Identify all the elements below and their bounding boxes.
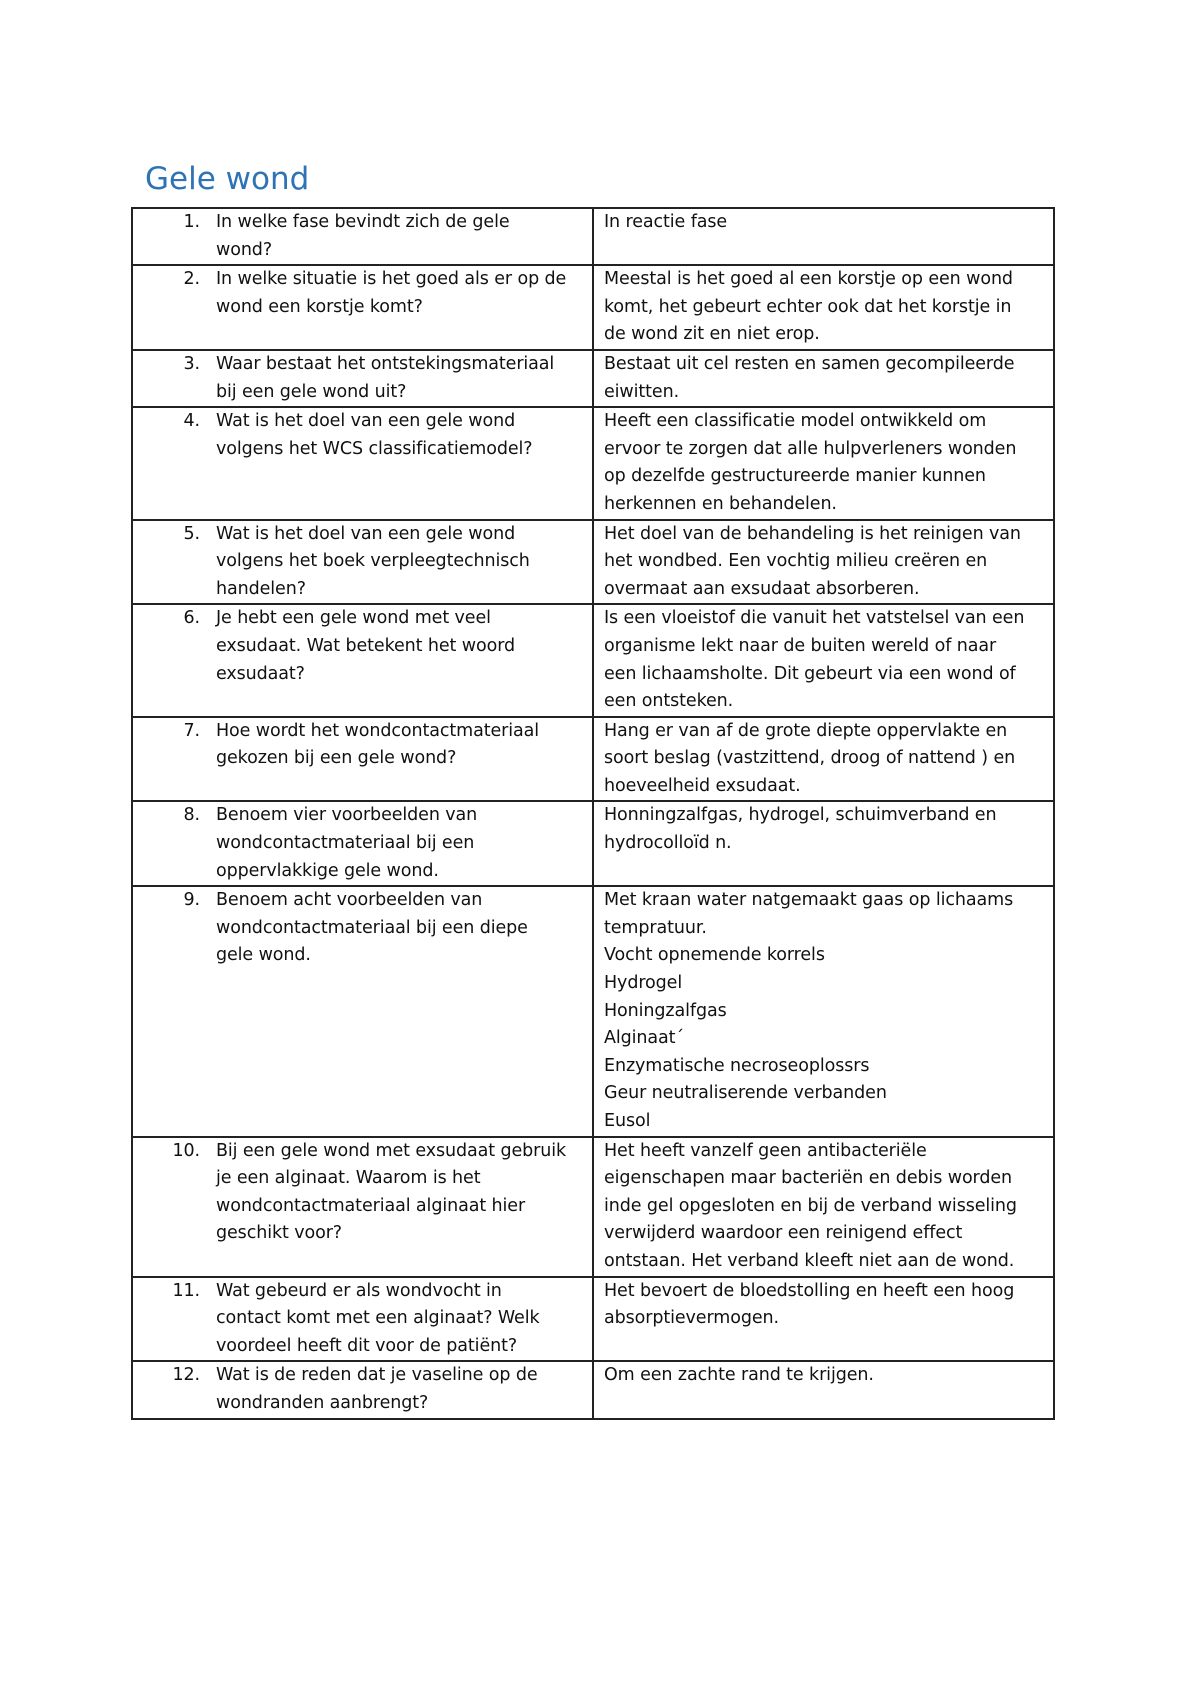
answer-text-line: Honningzalfgas, hydrogel, schuimverband en xyxy=(604,805,997,826)
answer-text-line: Alginaat´ xyxy=(604,1028,685,1049)
answer-text-line: Om een zachte rand te krijgen. xyxy=(604,1365,874,1386)
answer-text-line: Geur neutraliserende verbanden xyxy=(604,1083,887,1104)
question-text-line: Wat gebeurd er als wondvocht in xyxy=(216,1280,502,1301)
answer-text-line: Het doel van de behandeling is het reinigen van xyxy=(604,523,1021,544)
question-text-line: handelen? xyxy=(216,578,306,599)
question-text-line: contact komt met een alginaat? Welk xyxy=(216,1308,540,1329)
question-text-line: wond een korstje komt? xyxy=(216,296,423,317)
question-text-line: gele wond. xyxy=(216,945,311,966)
question-text-line: Bij een gele wond met exsudaat gebruik xyxy=(216,1140,567,1161)
answer-text-line: hydrocolloïd n. xyxy=(604,833,732,854)
answer-text-line: eigenschapen maar bacteriën en debis worden xyxy=(604,1168,1013,1189)
answer-text-line: Eusol xyxy=(604,1111,651,1131)
answer-cell xyxy=(593,208,1054,265)
answer-text-line: Bestaat uit cel resten en samen gecompileerde xyxy=(604,353,1015,374)
table-row xyxy=(132,265,1054,350)
question-text-line: oppervlakkige gele wond. xyxy=(216,860,439,881)
question-cell xyxy=(132,1137,593,1277)
question-number: 10. xyxy=(172,1140,200,1161)
question-text-line: Wat is het doel van een gele wond xyxy=(216,411,516,432)
answer-text-line: verwijderd waardoor een reinigend effect xyxy=(604,1223,963,1244)
question-text-line: bij een gele wond uit? xyxy=(216,381,407,402)
answer-text-line: komt, het gebeurt echter ook dat het korstje in xyxy=(604,296,1012,317)
answer-text-line: Honingzalfgas xyxy=(604,1000,727,1021)
question-text-line: Wat is de reden dat je vaseline op de xyxy=(216,1365,538,1386)
question-number: 9. xyxy=(183,890,200,911)
answer-cell xyxy=(593,1361,1054,1418)
answer-text-line: op dezelfde gestructureerde manier kunnen xyxy=(604,466,986,487)
question-cell xyxy=(132,208,593,265)
table-row xyxy=(132,717,1054,802)
answer-text-line: Vocht opnemende korrels xyxy=(604,945,825,966)
question-cell xyxy=(132,886,593,1136)
answer-cell xyxy=(593,350,1054,407)
answer-text-line: ervoor te zorgen dat alle hulpverleners wonden xyxy=(604,438,1017,459)
answer-text-line: Hydrogel xyxy=(604,973,683,994)
question-cell xyxy=(132,520,593,605)
question-text-line: wondcontactmateriaal bij een xyxy=(216,833,475,854)
table-row xyxy=(132,1361,1054,1418)
question-cell xyxy=(132,265,593,350)
table-row xyxy=(132,1277,1054,1362)
answer-cell xyxy=(593,604,1054,716)
question-cell xyxy=(132,1277,593,1362)
answer-text-line: een lichaamsholte. Dit gebeurt via een wond of xyxy=(604,663,1016,684)
answer-text-line: Het heeft vanzelf geen antibacteriële xyxy=(604,1140,927,1161)
question-text-line: exsudaat. Wat betekent het woord xyxy=(216,635,515,656)
question-text-line: je een alginaat. Waarom is het xyxy=(216,1168,481,1189)
question-text-line: volgens het WCS classificatiemodel? xyxy=(216,438,533,459)
answer-text-line: herkennen en behandelen. xyxy=(604,493,837,514)
table-row xyxy=(132,208,1054,265)
answer-cell xyxy=(593,886,1054,1136)
table-row xyxy=(132,801,1054,886)
question-text-line: Hoe wordt het wondcontactmateriaal xyxy=(216,720,539,741)
answer-cell xyxy=(593,1137,1054,1277)
answer-text-line: de wond zit en niet erop. xyxy=(604,324,820,345)
table-row xyxy=(132,886,1054,1136)
question-text-line: exsudaat? xyxy=(216,663,305,684)
answer-text-line: soort beslag (vastzittend, droog of nattend ) en xyxy=(604,748,1016,769)
question-cell xyxy=(132,350,593,407)
answer-text-line: ontstaan. Het verband kleeft niet aan de wond. xyxy=(604,1250,1015,1271)
question-cell xyxy=(132,1361,593,1418)
answer-text-line: Enzymatische necroseoplossrs xyxy=(604,1055,870,1076)
table-row xyxy=(132,407,1054,519)
answer-text-line: tempratuur. xyxy=(604,917,707,938)
question-text-line: wondcontactmateriaal alginaat hier xyxy=(216,1195,526,1216)
question-text-line: volgens het boek verpleegtechnisch xyxy=(216,551,530,572)
question-number: 6. xyxy=(183,608,200,629)
table-row xyxy=(132,1137,1054,1277)
qa-table-body xyxy=(132,208,1054,1419)
answer-text-line: Hang er van af de grote diepte oppervlakte en xyxy=(604,720,1008,741)
question-text-line: Je hebt een gele wond met veel xyxy=(216,608,491,629)
answer-text-line: In reactie fase xyxy=(604,212,728,232)
question-number: 5. xyxy=(183,523,200,544)
qa-table xyxy=(131,207,1055,1420)
answer-text-line: organisme lekt naar de buiten wereld of naar xyxy=(604,635,997,656)
answer-text-line: hoeveelheid exsudaat. xyxy=(604,775,801,796)
question-text-line: wond? xyxy=(216,239,273,260)
question-text-line: gekozen bij een gele wond? xyxy=(216,748,457,769)
question-text-line: geschikt voor? xyxy=(216,1223,342,1244)
answer-cell xyxy=(593,717,1054,802)
question-cell xyxy=(132,604,593,716)
answer-text-line: inde gel opgesloten en bij de verband wisseling xyxy=(604,1195,1017,1216)
answer-text-line: eiwitten. xyxy=(604,381,680,402)
answer-text-line: het wondbed. Een vochtig milieu creëren en xyxy=(604,551,988,572)
answer-text-line: Meestal is het goed al een korstje op een wond xyxy=(604,269,1013,290)
question-text-line: Benoem vier voorbeelden van xyxy=(216,805,478,826)
document-title: Gele wond xyxy=(145,161,310,197)
question-text-line: Wat is het doel van een gele wond xyxy=(216,523,516,544)
table-row xyxy=(132,520,1054,605)
question-number: 12. xyxy=(172,1365,200,1386)
answer-text-line: Heeft een classificatie model ontwikkeld om xyxy=(604,411,987,432)
question-number: 2. xyxy=(183,269,200,290)
question-text-line: wondranden aanbrengt? xyxy=(216,1392,429,1413)
answer-cell xyxy=(593,801,1054,886)
question-text-line: voordeel heeft dit voor de patiënt? xyxy=(216,1335,518,1356)
question-text-line: Benoem acht voorbeelden van xyxy=(216,890,483,911)
answer-text-line: overmaat aan exsudaat absorberen. xyxy=(604,578,920,599)
table-row xyxy=(132,604,1054,716)
answer-text-line: Met kraan water natgemaakt gaas op lichaams xyxy=(604,890,1014,911)
answer-cell xyxy=(593,1277,1054,1362)
question-text-line: Waar bestaat het ontstekingsmateriaal xyxy=(216,353,555,374)
answer-text-line: een ontsteken. xyxy=(604,691,734,712)
table-row xyxy=(132,350,1054,407)
question-number: 11. xyxy=(172,1280,200,1301)
answer-cell xyxy=(593,520,1054,605)
question-cell xyxy=(132,801,593,886)
answer-cell xyxy=(593,265,1054,350)
question-text-line: wondcontactmateriaal bij een diepe xyxy=(216,917,528,938)
question-cell xyxy=(132,717,593,802)
answer-text-line: Het bevoert de bloedstolling en heeft een hoog xyxy=(604,1280,1015,1301)
answer-text-line: absorptievermogen. xyxy=(604,1308,779,1329)
question-cell xyxy=(132,407,593,519)
question-number: 8. xyxy=(183,805,200,826)
question-number: 1. xyxy=(183,212,200,232)
answer-text-line: Is een vloeistof die vanuit het vatstelsel van een xyxy=(604,608,1025,629)
answer-cell xyxy=(593,407,1054,519)
question-number: 4. xyxy=(183,411,200,432)
question-number: 3. xyxy=(183,353,200,374)
question-number: 7. xyxy=(183,720,200,741)
question-text-line: In welke fase bevindt zich de gele xyxy=(216,212,510,232)
question-text-line: In welke situatie is het goed als er op de xyxy=(216,269,567,290)
